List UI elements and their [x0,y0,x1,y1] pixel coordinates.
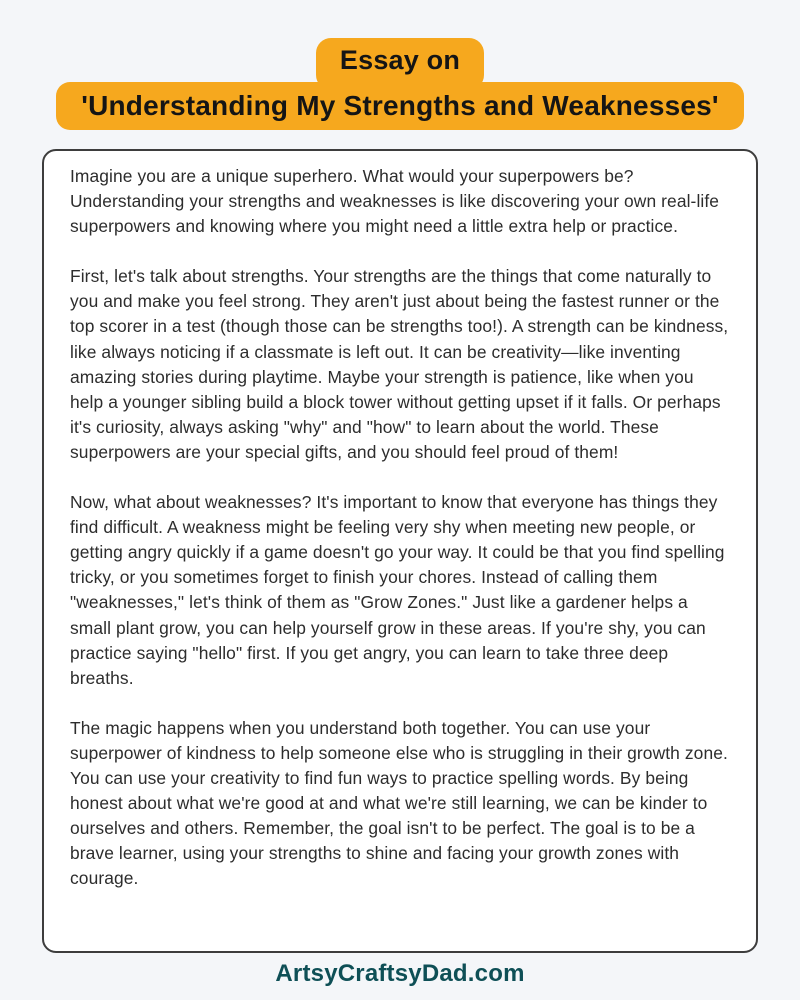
title-banner [56,82,744,130]
essay-tab-label: Essay on [339,45,461,75]
essay-paragraph: Imagine you are a unique superhero. What would your superpowers be? Understanding your strengths and weaknesses is like discovering your own real-life superpowers and knowing where you might need a little extra help or practice. [70,166,720,237]
footer-brand: ArtsyCraftsyDad.com [275,960,525,987]
essay-card [42,149,758,953]
essay-paragraph: Now, what about weaknesses? It's important to know that everyone has things they find difficult. A weakness might be feeling very shy when meeting new people, or getting angry quickly if a game doesn't go your way. It could be that you find spelling tricky, or you sometimes forget to finish your chores. Instead of calling them "weaknesses," let's think of them as "Grow Zones." Just like a gardener helps a small plant grow, you can help yourself grow in these areas. If you're shy, you can practice saying "hello" first. If you get angry, you can learn to take three deep breaths. [70,492,725,688]
page-title: 'Understanding My Strengths and Weaknesses' [81,90,719,121]
header-banner [0,0,800,130]
page-footer [0,960,800,988]
essay-paragraph: First, let's talk about strengths. Your strengths are the things that come naturally to you and make you feel strong. They aren't just about being the fastest runner or the top scorer in a test (though those can be strengths too!). A strength can be kindness, like always noticing if a classmate is left out. It can be creativity—like inventing amazing stories during playtime. Maybe your strength is patience, like when you help a younger sibling build a block tower without getting upset if it falls. Or perhaps it's curiosity, always asking "why" and "how" to learn about the world. These superpowers are your special gifts, and you should feel proud of them! [70,266,729,462]
essay-paragraph: The magic happens when you understand both together. You can use your superpower of kindness to help someone else who is struggling in their growth zone. You can use your creativity to find fun ways to practice spelling words. By being honest about what we're good at and what we're still learning, we can be kinder to ourselves and others. Remember, the goal isn't to be perfect. The goal is to be a brave learner, using your strengths to shine and facing your growth zones with courage. [70,717,728,889]
